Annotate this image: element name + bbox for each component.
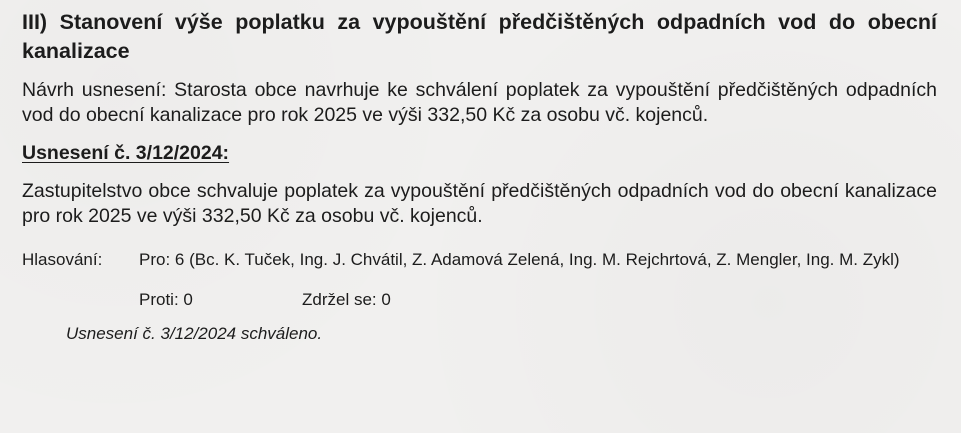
vote-abstained: Zdržel se: 0 [302,290,391,309]
section-heading: III) Stanovení výše poplatku za vypouštění předčištěných odpadních vod do obecní kanalizace [22,10,937,63]
vote-for: Pro: 6 (Bc. K. Tuček, Ing. J. Chvátil, Z. Adamová Zelená, Ing. M. Rejchrtová, Z. Mengler, Ing. M. Zykl) [139,250,900,269]
vote-against: Proti: 0 [139,290,193,309]
document-content [22,8,937,345]
resolution-result: Usnesení č. 3/12/2024 schváleno. [66,324,323,343]
vote-counts [139,289,937,311]
resolution-proposal: Návrh usnesení: Starosta obce navrhuje ke schválení poplatek za vypouštění předčištěných odpadních vod do obecní kanalizace pro rok 2025 ve výši 332,50 Kč za osobu vč. kojenců. [22,79,937,126]
vote-block [22,249,937,271]
resolution-title: Usnesení č. 3/12/2024: [22,142,230,164]
resolution-text: Zastupitelstvo obce schvaluje poplatek za vypouštění předčištěných odpadních vod do obecní kanalizace pro rok 2025 ve výši 332,50 Kč za osobu vč. kojenců. [22,180,937,227]
vote-label: Hlasování: [22,250,103,269]
